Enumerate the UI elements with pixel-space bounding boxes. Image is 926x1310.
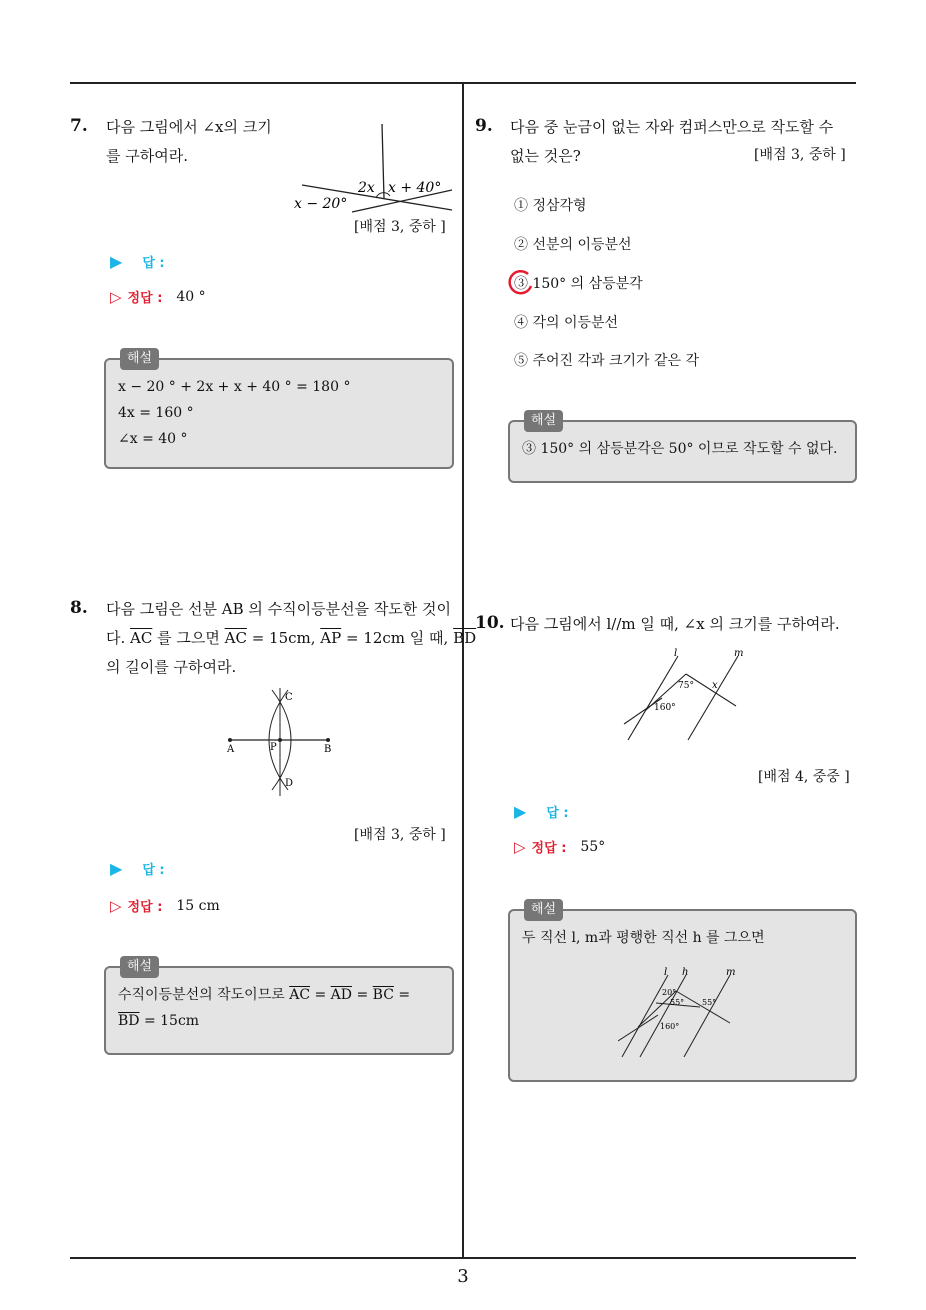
q8-text-line1: 다음 그림은 선분 AB 의 수직이등분선을 작도한 것이 <box>106 600 452 618</box>
triangle-outline-icon: ▷ <box>110 896 122 915</box>
q9-option-4: ④ 각의 이등분선 <box>514 315 619 331</box>
q8-segment-ad: $\overline{AD}$ <box>330 987 353 1003</box>
q8-text-line2 <box>106 624 476 653</box>
q8-label-p: P <box>270 742 277 753</box>
q7-text <box>106 113 272 171</box>
q10-number: 10. <box>475 613 505 633</box>
q10-label-75: 75° <box>678 681 694 691</box>
q10-correct-label: 정답 : <box>531 841 567 856</box>
q8-segment-ac: $\overline{AC}$ <box>224 629 247 647</box>
q8-text-part: 다. <box>106 629 131 647</box>
q9-score: [배점 3, 중하 ] <box>754 147 846 163</box>
q7-explanation-line1: x − 20 ° + 2x + x + 40 ° = 180 ° <box>118 379 351 395</box>
page-number: 3 <box>457 1266 469 1287</box>
q9-number: 9. <box>475 116 493 136</box>
q9-text-line1: 다음 중 눈금이 없는 자와 컴퍼스만으로 작도할 수 <box>510 118 834 136</box>
q8-figure <box>222 684 342 802</box>
q10-line-m <box>688 656 738 740</box>
q10-score: [배점 4, 중중 ] <box>758 769 850 785</box>
play-icon: ▶ <box>514 802 527 821</box>
q8-text <box>106 595 476 682</box>
q10-correct-value: 55° <box>580 838 606 855</box>
triangle-outline-icon: ▷ <box>514 837 526 856</box>
q10-answer-row <box>514 802 569 821</box>
q7-correct-label: 정답 : <box>127 291 163 306</box>
q10-ex-line-m <box>684 975 730 1057</box>
q9-option-5: ⑤ 주어진 각과 크기가 같은 각 <box>514 353 700 369</box>
q9-option-1: ① 정삼각형 <box>514 198 587 214</box>
q7-label-2x: 2x <box>358 180 375 196</box>
q10-explanation-box <box>508 902 857 1082</box>
q10-explanation-line1: 두 직선 l, m과 평행한 직선 h 를 그으면 <box>522 930 765 946</box>
q10-ex-transversal-lower <box>618 1015 658 1041</box>
q8-label-c: C <box>285 692 293 703</box>
q9-explanation-line1: ③ 150° 의 삼등분각은 50° 이므로 작도할 수 없다. <box>522 441 838 457</box>
q9-text-line2: 없는 것은? <box>510 147 581 165</box>
q7-correct-row <box>110 287 206 306</box>
q9-option-3: ③ 150° 의 삼등분각 <box>514 276 643 292</box>
q8-explanation-line2 <box>118 1008 440 1034</box>
q8-segment-ac: $\overline{AC}$ <box>130 629 153 647</box>
q8-explanation-part: 수직이등분선의 작도이므로 <box>118 987 290 1003</box>
q8-label-a: A <box>227 744 235 755</box>
q10-label-l: l <box>674 648 678 659</box>
q9-explanation-tag: 해설 <box>524 410 563 432</box>
q9-option-2: ② 선분의 이등분선 <box>514 237 632 253</box>
q10-label-160: 160° <box>654 703 676 713</box>
q7-explanation-tag: 해설 <box>120 348 159 370</box>
q10-ex-label-55b: 55° <box>702 998 717 1007</box>
q10-ex-label-l: l <box>664 967 668 978</box>
q10-ex-label-20: 20° <box>662 988 677 997</box>
q7-number: 7. <box>70 116 88 136</box>
q8-text-part: = 15cm, <box>246 629 321 647</box>
q7-explanation-line2: 4x = 160 ° <box>118 405 194 421</box>
q8-text-line3: 의 길이를 구하여라. <box>106 658 237 676</box>
q8-segment-bd: $\overline{BD}$ <box>453 629 477 647</box>
q10-label-x: x <box>712 680 718 691</box>
q8-explanation-tag: 해설 <box>120 956 159 978</box>
q8-explanation-part: = 15cm <box>139 1013 200 1029</box>
q8-label-b: B <box>324 744 332 755</box>
q10-ex-transversal-right <box>676 991 730 1023</box>
q7-label-x-minus-20: x − 20° <box>294 196 348 212</box>
q10-line-l <box>628 656 678 740</box>
q8-label-d: D <box>285 778 294 789</box>
red-circle-mark-icon <box>504 268 534 298</box>
q8-correct-row <box>110 896 220 915</box>
q8-segment-ac: $\overline{AC}$ <box>289 987 311 1003</box>
q7-score: [배점 3, 중하 ] <box>354 219 446 235</box>
q10-explanation-figure <box>618 967 758 1063</box>
q10-ex-label-m: m <box>726 967 736 978</box>
q10-label-m: m <box>734 648 744 659</box>
q10-explanation-tag: 해설 <box>524 899 563 921</box>
q8-segment-ap: $\overline{AP}$ <box>320 629 342 647</box>
q8-explanation-part: = <box>310 987 331 1003</box>
triangle-outline-icon: ▷ <box>110 287 122 306</box>
q7-answer-row <box>110 252 165 271</box>
q10-ex-label-55a: 55° <box>670 998 685 1007</box>
q8-explanation-line1 <box>118 982 440 1008</box>
q7-answer-label: 답 : <box>142 256 165 271</box>
q8-explanation-part: = <box>352 987 373 1003</box>
q8-segment-bd: $\overline{BD}$ <box>118 1013 140 1029</box>
q9-explanation-box <box>508 413 857 483</box>
q10-correct-row <box>514 837 605 856</box>
q8-number: 8. <box>70 598 88 618</box>
q7-explanation-box <box>104 351 454 469</box>
q10-answer-label: 답 : <box>546 806 569 821</box>
q8-answer-row <box>110 859 165 878</box>
q10-text: 다음 그림에서 l//m 일 때, ∠x 의 크기를 구하여라. <box>510 615 840 633</box>
q8-answer-label: 답 : <box>142 863 165 878</box>
q8-text-part: 를 그으면 <box>152 629 225 647</box>
q10-ex-label-160: 160° <box>660 1022 680 1031</box>
bottom-rule <box>70 1257 856 1259</box>
q8-segment-bc: $\overline{BC}$ <box>372 987 394 1003</box>
q7-figure <box>292 120 457 215</box>
q10-ex-label-h: h <box>682 967 689 978</box>
q7-label-x-plus-40: x + 40° <box>388 180 442 196</box>
q10-figure <box>618 646 748 746</box>
play-icon: ▶ <box>110 859 123 878</box>
q8-explanation-box <box>104 959 454 1055</box>
q7-vertical-line <box>382 124 384 198</box>
play-icon: ▶ <box>110 252 123 271</box>
q7-text-line1: 다음 그림에서 ∠x의 크기 <box>106 118 272 136</box>
q8-correct-label: 정답 : <box>127 900 163 915</box>
q7-text-line2: 를 구하여라. <box>106 147 188 165</box>
q8-correct-value: 15 cm <box>176 897 220 914</box>
q8-explanation-part: = <box>393 987 411 1003</box>
q7-correct-value: 40 ° <box>176 288 206 305</box>
q7-explanation-line3: ∠x = 40 ° <box>118 431 188 447</box>
q8-text-part: = 12cm 일 때, <box>341 629 454 647</box>
q8-score: [배점 3, 중하 ] <box>354 827 446 843</box>
